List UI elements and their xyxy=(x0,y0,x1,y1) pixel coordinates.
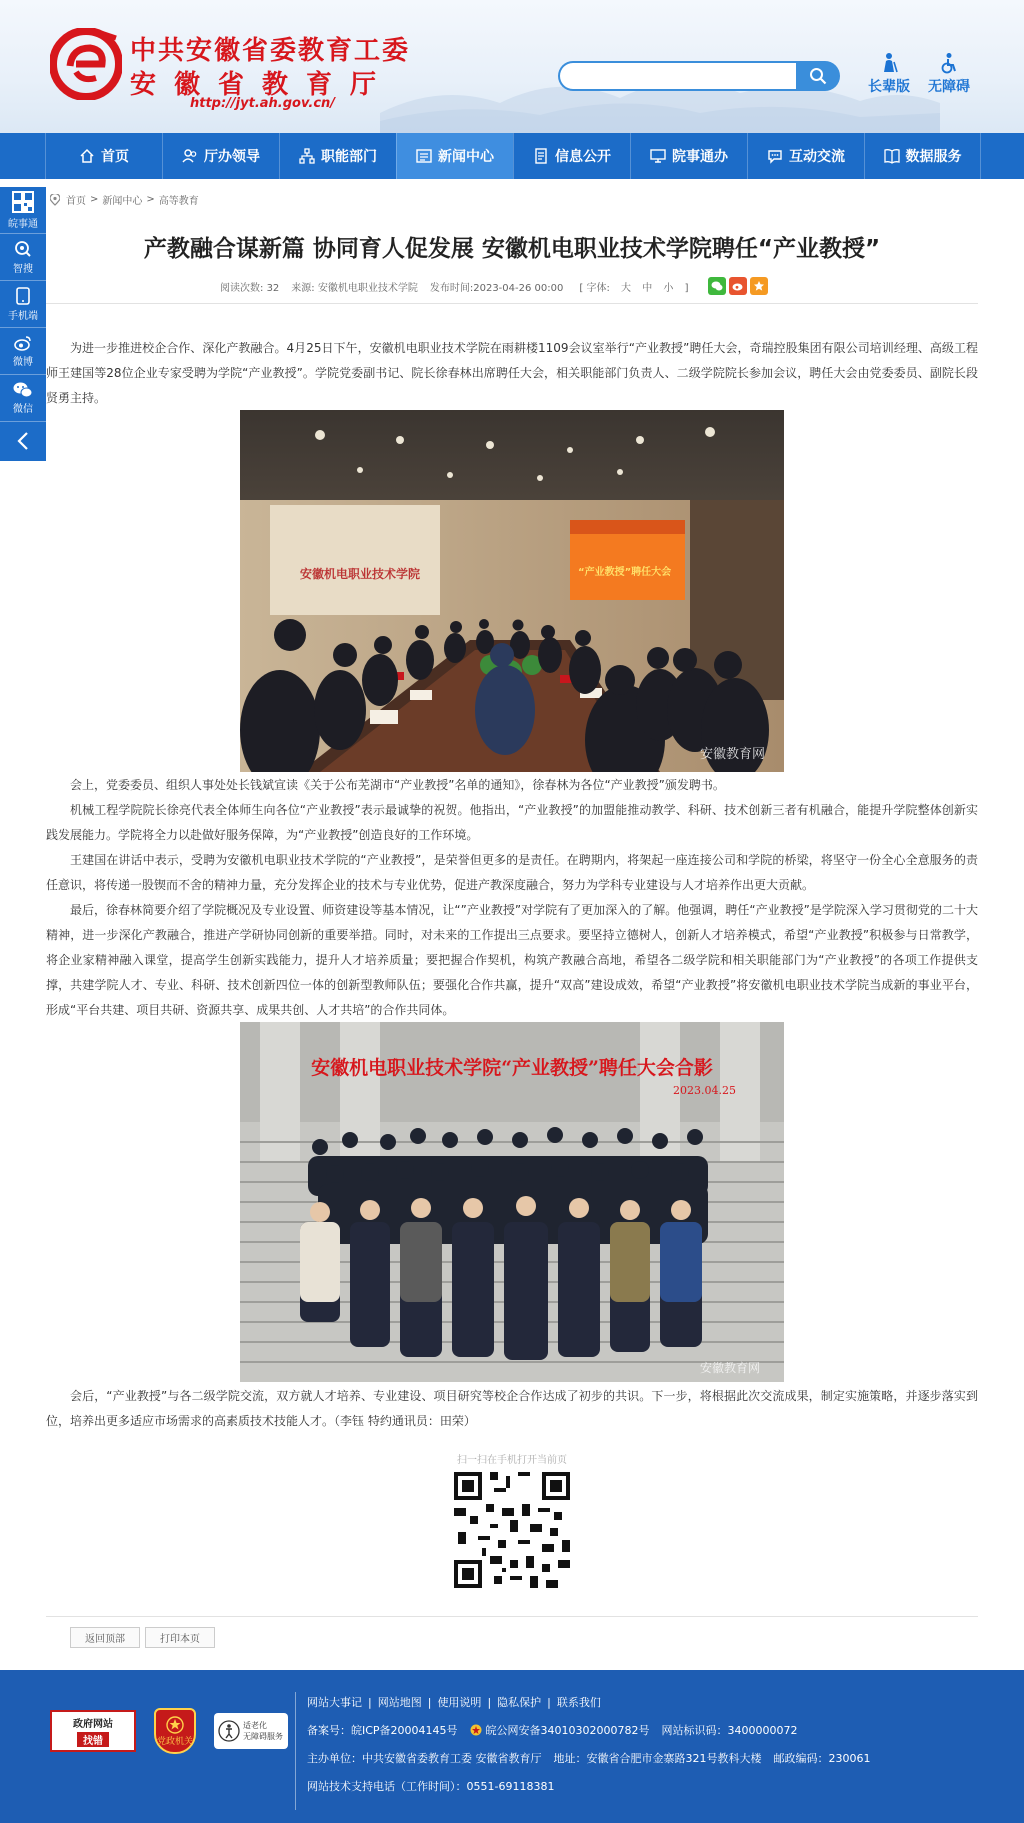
site-logo-icon[interactable] xyxy=(50,28,122,100)
badge-label: 适老化 xyxy=(243,1721,267,1730)
publish-time: 2023-04-26 00:00 xyxy=(473,282,564,294)
content-divider xyxy=(46,1616,978,1617)
emblem-icon xyxy=(166,1716,184,1734)
accessibility-icon xyxy=(938,52,960,74)
site-url: http://jyt.ah.gov.cn/ xyxy=(190,96,336,111)
footer-pipe: | xyxy=(427,1695,432,1709)
nav-label: 数据服务 xyxy=(905,149,962,165)
nav-label: 院事通办 xyxy=(672,149,728,165)
breadcrumb xyxy=(50,192,203,207)
wechat-icon xyxy=(13,382,33,398)
nav-item-disclosure[interactable] xyxy=(513,133,630,179)
location-pin-icon xyxy=(50,194,60,206)
monitor-icon xyxy=(650,148,666,164)
source-label: 来源: xyxy=(291,282,315,294)
article-paragraph: 为进一步推进校企合作、深化产教融合。4月25日下午，安徽机电职业技术学院在雨耕楼1109会议室举行“产业教授”聘任大会，奇瑞控股集团有限公司培训经理、高级工程师王建国等28位企业专家受聘为学院“产业教授”。学院党委副书记、院长徐春林出席聘任大会，相关职能部门负责人、二级学院院长参加会议，聘任大会由党委委员、副院长段贤勇主持。 xyxy=(46,341,978,405)
nav-item-services[interactable] xyxy=(630,133,747,179)
search-box xyxy=(558,61,796,91)
nav-label: 职能部门 xyxy=(321,149,377,165)
weibo-icon xyxy=(14,335,32,351)
footer-divider xyxy=(295,1692,296,1810)
site-title-line2: 安徽省教育厅 xyxy=(130,70,395,100)
elder-mode-link[interactable] xyxy=(864,52,914,96)
article-meta xyxy=(220,277,783,295)
footer-link[interactable]: 使用说明 xyxy=(437,1696,482,1709)
weibo-icon xyxy=(732,281,744,291)
photo-watermark: 安徽教育网 xyxy=(699,1361,760,1375)
nav-item-departments[interactable] xyxy=(279,133,396,179)
chevron-left-icon xyxy=(16,431,30,451)
floatbar-label: 智搜 xyxy=(13,263,33,275)
font-size-large[interactable]: 大 xyxy=(621,282,631,294)
share-wechat-button[interactable] xyxy=(708,277,726,295)
group-photo-date: 2023.04.25 xyxy=(673,1084,736,1097)
print-button[interactable]: 打印本页 xyxy=(145,1627,215,1648)
views-count: 32 xyxy=(266,282,280,294)
nav-item-home[interactable] xyxy=(45,133,162,179)
font-size-small[interactable]: 小 xyxy=(663,282,674,294)
site-header xyxy=(0,0,1024,133)
star-icon xyxy=(753,280,765,292)
floatbar-label: 微博 xyxy=(13,356,33,368)
people-icon xyxy=(182,148,198,164)
badge-label: 政府网站 xyxy=(73,1719,113,1730)
font-size-medium[interactable]: 中 xyxy=(642,282,653,294)
footer-support xyxy=(307,1778,554,1794)
article-title: 产教融合谋新篇 协同育人促发展 安徽机电职业技术学院聘任“产业教授” xyxy=(143,236,881,262)
breadcrumb-separator: > xyxy=(146,194,155,205)
wall-text: 安徽机电职业技术学院 xyxy=(300,567,421,581)
home-icon xyxy=(79,148,95,164)
nav-label: 厅办领导 xyxy=(204,149,260,165)
article-source: 安徽机电职业技术学院 xyxy=(317,282,418,294)
search-button[interactable] xyxy=(796,61,840,91)
font-size-end: ] xyxy=(684,282,689,294)
article-photo-meeting xyxy=(240,410,784,772)
badge-sub: 找错 xyxy=(77,1732,109,1747)
footer-links xyxy=(307,1694,601,1710)
nav-item-interaction[interactable] xyxy=(747,133,864,179)
qr-label: 扫一扫在手机打开当前页 xyxy=(457,1455,567,1466)
host-unit: 主办单位：中共安徽省委教育工委 安徽省教育厅 xyxy=(307,1752,542,1765)
footer-pipe: | xyxy=(487,1695,492,1709)
accessibility-label: 无障碍 xyxy=(928,79,970,95)
footer-link[interactable]: 联系我们 xyxy=(556,1696,601,1709)
search-icon xyxy=(809,67,827,85)
article-paragraph: 王建国在讲话中表示，受聘为安徽机电职业技术学院的“产业教授”，是荣誉但更多的是责任。在聘期内，将架起一座连接公司和学院的桥梁，将坚守一份全心全意服务的责任意识，将传递一股锲而不舍的精神力量，充分发挥企业的技术与专业优势，促进产教深度融合，努力为学科专业建设与人才培养作出更大贡献。 xyxy=(46,853,978,892)
group-photo-caption: 安徽机电职业技术学院“产业教授”聘任大会合影 xyxy=(311,1057,713,1079)
footer-link[interactable]: 网站大事记 xyxy=(307,1696,362,1709)
screen-banner: “产业教授”聘任大会 xyxy=(578,567,672,578)
back-to-top-button[interactable]: 返回顶部 xyxy=(70,1627,140,1648)
org-icon xyxy=(299,148,315,164)
floatbar-item-weibo[interactable] xyxy=(0,328,46,375)
nav-label: 互动交流 xyxy=(789,149,845,165)
nav-label: 新闻中心 xyxy=(438,149,494,165)
wechat-icon xyxy=(711,281,723,291)
nav-item-data[interactable] xyxy=(864,133,981,179)
gov-site-error-report-badge[interactable] xyxy=(50,1710,136,1752)
footer-logos xyxy=(50,1708,288,1754)
floatbar-label: 微信 xyxy=(13,403,33,415)
share-weibo-button[interactable] xyxy=(729,277,747,295)
floatbar-item-wechat[interactable] xyxy=(0,375,46,422)
badge-label: 党政机关 xyxy=(156,1736,193,1747)
book-icon xyxy=(884,148,900,164)
footer-registration xyxy=(307,1722,798,1738)
font-size-label: [ 字体: xyxy=(579,282,610,294)
postcode: 邮政编码：230061 xyxy=(773,1752,871,1765)
share-favorite-button[interactable] xyxy=(750,277,768,295)
footer-link[interactable]: 网站地图 xyxy=(377,1696,422,1709)
views-label: 阅读次数: xyxy=(220,282,264,294)
font-size-switcher xyxy=(575,279,692,294)
mobile-icon xyxy=(16,287,30,305)
support-phone: 网站技术支持电话（工作时间）：0551-69118381 xyxy=(307,1780,555,1793)
footer-link[interactable]: 隐私保护 xyxy=(497,1696,542,1709)
nav-label: 首页 xyxy=(101,149,129,165)
footer-pipe: | xyxy=(547,1695,551,1709)
article-paragraph: 会后，“产业教授”与各二级学院交流，双方就人才培养、专业建设、项目研究等校企合作达成了初步的共识。下一步，将根据此次交流成果，制定实施策略，并逐步落实到位，培养出更多适应市场需求的高素质技术技能人才。（李钰 特约通讯员：田荣） xyxy=(46,1389,978,1428)
article-photo-group xyxy=(240,1022,784,1382)
floatbar-item-wanshitong[interactable] xyxy=(0,187,46,234)
floatbar-label: 手机端 xyxy=(8,310,38,322)
elder-icon xyxy=(878,52,900,74)
search-input[interactable] xyxy=(560,63,796,89)
nav-label: 信息公开 xyxy=(555,149,611,165)
main-nav xyxy=(0,133,1024,179)
chat-icon xyxy=(767,148,783,164)
time-label: 发布时间: xyxy=(429,282,474,294)
site-code: 网站标识码：3400000072 xyxy=(661,1724,798,1737)
icp-number[interactable]: 备案号：皖ICP备20004145号 xyxy=(307,1724,458,1737)
breadcrumb-home[interactable]: 首页 xyxy=(66,196,86,207)
elder-mode-label: 长辈版 xyxy=(868,79,910,95)
footer-pipe: | xyxy=(368,1695,372,1709)
document-icon xyxy=(533,148,549,164)
accessibility-link[interactable] xyxy=(924,52,974,96)
share-buttons xyxy=(708,277,771,295)
floatbar-item-mobile[interactable] xyxy=(0,281,46,328)
site-title-line1: 中共安徽省委教育工委 xyxy=(130,36,411,66)
nav-item-news[interactable] xyxy=(396,133,513,179)
article-paragraph: 会上，党委委员、组织人事处处长钱斌宣读《关于公布芜湖市“产业教授”名单的通知》，徐春林为各位“产业教授”颁发聘书。 xyxy=(70,778,725,792)
address: 地址：安徽省合肥市金寨路321号教科大楼 xyxy=(553,1752,762,1765)
nav-item-leaders[interactable] xyxy=(162,133,279,179)
news-icon xyxy=(416,148,432,164)
police-badge-icon xyxy=(470,1724,482,1736)
elderly-accessibility-badge[interactable] xyxy=(214,1713,288,1749)
badge-sub: 无障碍服务 xyxy=(243,1732,283,1741)
footer-host xyxy=(307,1750,871,1766)
qr-code-icon xyxy=(12,191,34,213)
photo-watermark: 安徽教育网 xyxy=(700,747,766,762)
party-gov-badge[interactable] xyxy=(154,1708,196,1754)
title-divider xyxy=(46,303,978,304)
left-float-bar xyxy=(0,187,46,461)
floatbar-collapse-button[interactable] xyxy=(0,422,46,460)
article-paragraph: 机械工程学院院长徐亮代表全体师生向各位“产业教授”表示最诚挚的祝贺。他指出，“产业教授”的加盟能推动教学、科研、技术创新三者有机融合，能提升学院整体创新实践发展能力。学院将全力以赴做好服务保障，为“产业教授”创造良好的工作环境。 xyxy=(46,803,978,842)
floatbar-label: 皖事通 xyxy=(8,218,38,230)
breadcrumb-higher-edu[interactable]: 高等教育 xyxy=(158,196,199,207)
breadcrumb-news[interactable]: 新闻中心 xyxy=(102,196,143,207)
accessibility-icon xyxy=(218,1720,240,1742)
site-footer xyxy=(0,1670,1024,1823)
breadcrumb-separator: > xyxy=(90,194,99,205)
article-paragraph: 最后，徐春林简要介绍了学院概况及专业设置、师资建设等基本情况，让“”产业教授”对学院有了更加深入的了解。他强调，聘任“产业教授”是学院深入学习贯彻党的二十大精神，进一步深化产教融合，推进产学研协同创新的重要举措。同时，对未来的工作提出三点要求。要坚持立德树人，创新人才培养模式，希望“产业教授”积极参与日常教学，将企业家精神融入课堂，提高学生创新实践能力，提升人才培养质量；要把握合作契机，构筑产教融合高地，希望各二级学院和相关职能部门为“产业教授”的各项工作提供支撑，共建学院人才、专业、科研、技术创新四位一体的创新型教师队伍；要强化合作共赢，提升“双高”建设成效，希望“产业教授”将安徽机电职业技术学院当成新的事业平台，形成“平台共建、项目共研、资源共享、成果共创、人才共培”的合作共同体。 xyxy=(46,903,978,1017)
police-record[interactable]: 皖公网安备34010302000782号 xyxy=(485,1724,650,1737)
qr-code-icon xyxy=(450,1468,574,1592)
